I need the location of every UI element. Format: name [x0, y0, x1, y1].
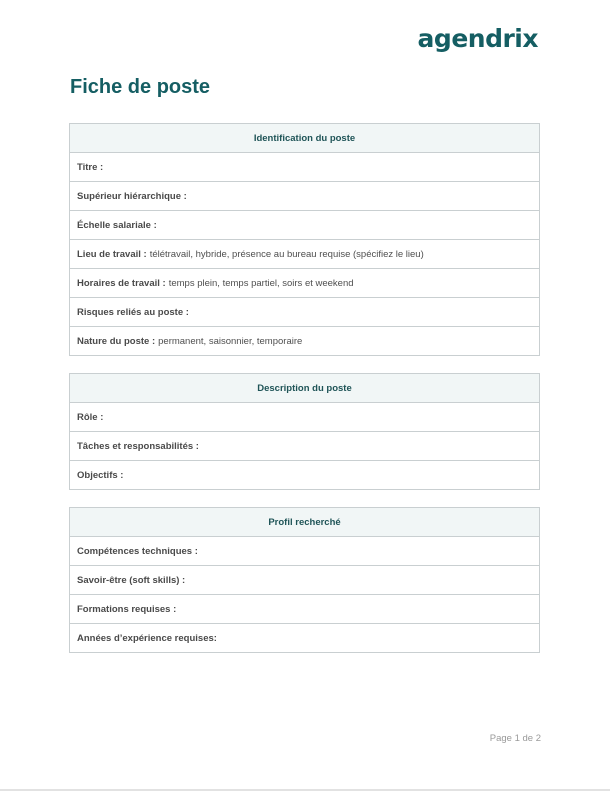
field-row-risques: [70, 298, 539, 327]
field-label: Savoir-être (soft skills) :: [77, 574, 186, 586]
field-row-taches: [70, 432, 539, 461]
field-row-superieur: [70, 182, 539, 211]
field-label: Années d’expérience requises:: [77, 632, 217, 644]
field-row-titre: [70, 153, 539, 182]
field-label: Risques reliés au poste :: [77, 306, 189, 318]
field-row-competences: [70, 537, 539, 566]
field-label: Tâches et responsabilités :: [77, 440, 199, 452]
field-label: Formations requises :: [77, 603, 177, 615]
field-value: télétravail, hybride, présence au bureau requise (spécifiez le lieu): [149, 248, 424, 260]
field-row-echelle: [70, 211, 539, 240]
section-identification: [69, 123, 540, 356]
section-description: [69, 373, 540, 490]
field-row-objectifs: [70, 461, 539, 490]
field-row-horaires: [70, 269, 539, 298]
section-profil: [69, 507, 540, 653]
field-value: temps plein, temps partiel, soirs et weekend: [168, 277, 354, 289]
page-title: Fiche de poste: [70, 76, 211, 98]
field-label: Objectifs :: [77, 469, 124, 481]
field-row-nature: [70, 327, 539, 356]
field-label: Supérieur hiérarchique :: [77, 190, 187, 202]
field-label: Échelle salariale :: [77, 219, 157, 231]
field-row-formations: [70, 595, 539, 624]
section-header: Profil recherché: [70, 508, 539, 537]
field-row-savoir-etre: [70, 566, 539, 595]
section-header: Identification du poste: [70, 124, 539, 153]
page-number: Page 1 de 2: [489, 733, 541, 744]
field-label: Nature du poste :: [77, 335, 156, 347]
field-label: Lieu de travail :: [77, 248, 147, 260]
section-header: Description du poste: [70, 374, 539, 403]
field-label: Rôle :: [77, 411, 104, 423]
field-label: Titre :: [77, 161, 104, 173]
field-row-experience: [70, 624, 539, 653]
field-row-role: [70, 403, 539, 432]
field-label: Horaires de travail :: [77, 277, 166, 289]
field-value: permanent, saisonnier, temporaire: [158, 335, 303, 347]
field-label: Compétences techniques :: [77, 545, 198, 557]
field-row-lieu: [70, 240, 539, 269]
agendrix-logo: agendrix: [417, 24, 538, 53]
